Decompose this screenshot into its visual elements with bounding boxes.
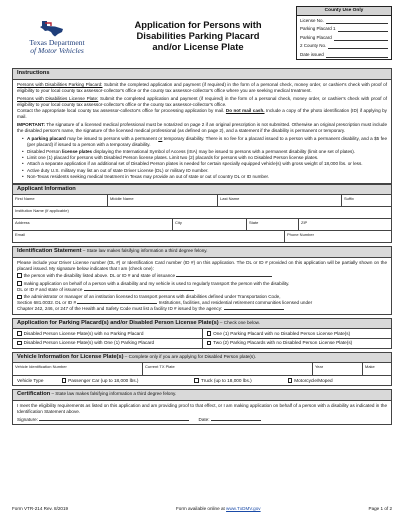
- type-motorcycle[interactable]: Motorcycle/Moped: [288, 378, 333, 384]
- certification-heading: Certification – State law makes falsifying information a third degree felony.: [13, 389, 391, 401]
- txdmv-link[interactable]: www.TxDMV.gov: [226, 506, 261, 511]
- agency-logo: [18, 20, 96, 55]
- signature-input[interactable]: [39, 417, 189, 421]
- list-item: • Active duty U.S. military may list an out of state Driver License (DL) or military ID number.: [23, 168, 387, 174]
- instructions-placard-paragraph: Persons with Disabilities Parking Placard: Submit the completed application and payment (if required) in the form of a personal check, money order, or cashier's check with proof of eligibility to your local county tax assessor-collector's office or the county tax assessor-collector's office where you are seeking medical treatment.: [17, 81, 387, 93]
- type-truck[interactable]: Truck (up to 18,000 lbs.): [194, 378, 251, 384]
- county-field-placard-2[interactable]: Parking Placard: [297, 33, 391, 42]
- first-name-field[interactable]: First Name: [13, 195, 108, 206]
- behalf-dl-input[interactable]: [84, 287, 194, 291]
- motorcycle-checkbox[interactable]: [288, 378, 293, 383]
- option-two-placards-no-plates[interactable]: Two (2) Parking Placards with no Disabled Person License Plate(s): [203, 339, 392, 348]
- form-availability: Form available online at www.TxDMV.gov: [176, 506, 261, 511]
- agency-name-line1: Texas Department: [29, 38, 85, 48]
- instructions-heading: Instructions: [13, 68, 391, 80]
- list-item: • A parking placard may be issued to persons with a permanent or temporary disability. There is no fee for a placard issued to a person with a permanent disability, and a $5 fee (per placard) if issued to a person with a temporary disability.: [23, 136, 387, 148]
- county-field-county-no[interactable]: 2 County No.: [297, 42, 391, 51]
- form-title: Application for Persons with Disabilities Parking Placard and/or License Plate: [134, 19, 262, 52]
- county-use-title: County Use Only: [297, 7, 391, 16]
- institution-dl-input[interactable]: [77, 300, 157, 304]
- identification-option-institution: the administrator or manager of an institution licensed to transport persons with disabilities defined under Transportation Code, Section 681.0032. DL or ID # Institutions, facilities, and residential retirement communities licensed under Chapter 242, 246, or 247 of the Health and Safety Code must list a facility ID # issued by the agency:: [17, 294, 313, 312]
- address-field[interactable]: Address: [13, 219, 173, 230]
- applicant-heading: Applicant Information: [13, 184, 391, 196]
- list-item: • Limit one (1) placard for persons with Disabled Person license plates. Limit two (2) placards for persons with no Disabled Person license plates.: [23, 155, 387, 161]
- form-header: [12, 6, 392, 68]
- county-field-date-issued[interactable]: Date issued: [297, 50, 391, 59]
- identification-section: [12, 246, 392, 315]
- county-use-box: [296, 6, 392, 60]
- one-placard-checkbox[interactable]: [207, 331, 212, 336]
- certification-section: [12, 389, 392, 424]
- make-field[interactable]: Make: [365, 363, 375, 369]
- self-checkbox[interactable]: [17, 273, 22, 278]
- institution-checkbox[interactable]: [17, 295, 22, 300]
- type-passenger-car[interactable]: Passenger Car (up to 18,000 lbs.): [62, 378, 139, 384]
- city-field[interactable]: City: [173, 219, 247, 230]
- phone-number-field[interactable]: Phone Number: [287, 231, 314, 237]
- plates-one-placard-checkbox[interactable]: [17, 341, 22, 346]
- last-name-field[interactable]: Last Name: [218, 195, 342, 206]
- self-dl-input[interactable]: [176, 273, 272, 277]
- vin-field[interactable]: Vehicle Identification Number: [13, 363, 143, 375]
- agency-name-line2: of Motor Vehicles: [30, 46, 84, 56]
- signature-row: Signature: Date:: [17, 417, 387, 423]
- applicant-section: [12, 184, 392, 244]
- form-number: Form VTR-214 Rev. 8/2019: [12, 506, 69, 511]
- suffix-field[interactable]: Suffix: [344, 195, 354, 201]
- plates-no-placard-checkbox[interactable]: [17, 331, 22, 336]
- page-footer: [12, 506, 392, 512]
- passenger-car-checkbox[interactable]: [62, 378, 67, 383]
- instructions-plate-paragraph: Persons with Disabilities License Plate: Submit the completed application and payment (if required) in the form of a personal check, money order, or cashier's check with proof of eligibility to your local county tax assessor-collector's office or the county tax assessor-collector's office. Contact the appropriate local county tax assessor-collector's office for processing application by mail. Do not mail cash. Include a copy of the photo identification (ID) if applying by mail.: [17, 95, 387, 119]
- list-item: • Disabled Person license plates displaying the International Symbol of Access (ISA) may be issued to persons with a permanent disability (limit one set of plates).: [23, 149, 387, 155]
- instructions-bullet-list: [17, 136, 387, 180]
- county-field-license-no[interactable]: License No.: [297, 16, 391, 25]
- identification-option-behalf: making application on behalf of a person with a disability and my vehicle is used to regularly transport the person with the disability. DL or ID # and state of issuance: [17, 280, 290, 292]
- county-field-placard-1[interactable]: Parking Placard 1: [297, 25, 391, 34]
- vehicle-heading: Vehicle Information for License Plate(s) – Complete only if you are applying for Disabled Person plate(s).: [13, 352, 391, 364]
- year-field[interactable]: Year: [313, 363, 363, 375]
- zip-field[interactable]: ZIP: [301, 219, 308, 225]
- option-plates-one-placard[interactable]: Disabled Person License Plate(s) with One (1) Parking Placard: [13, 339, 203, 348]
- option-one-placard-no-plates[interactable]: One (1) Parking Placard with no Disabled Person License Plate(s): [203, 329, 392, 338]
- institution-name-field[interactable]: Institution Name (if applicable): [15, 207, 69, 213]
- page-number: Page 1 of 2: [368, 506, 392, 511]
- texas-map-icon: [38, 20, 64, 37]
- option-plates-no-placard[interactable]: Disabled Person License Plate(s) with no Parking Placard: [13, 329, 203, 338]
- certification-text: I meet the eligibility requirements as listed on this application and am providing proof to that effect, or I am making application on behalf of a person with a disability as indicated in the Identification Statement above.: [17, 402, 387, 414]
- vehicle-type-label: Vehicle Type: [17, 377, 44, 383]
- current-plate-field[interactable]: Current TX Plate: [143, 363, 313, 375]
- parking-section: [12, 318, 392, 349]
- list-item: • Non-Texas residents seeking medical treatment in Texas may provide an out of state or out of country DL or ID number.: [23, 174, 387, 180]
- identification-heading: Identification Statement – State law makes falsifying information a third degree felony.: [13, 246, 391, 258]
- state-field[interactable]: State: [247, 219, 299, 230]
- instructions-section: [12, 68, 392, 184]
- parking-heading: Application for Parking Placard(s) and/or Disabled Person License Plate(s) – Check one below.: [13, 318, 391, 330]
- vehicle-type-row: [13, 375, 391, 385]
- vehicle-section: [12, 352, 392, 387]
- email-field[interactable]: Email: [13, 231, 285, 242]
- identification-intro: Please include your Driver License number (DL #) or Identification Card number (ID #) on this application. The DL or ID # provided on this application will be partially shown on the placard issued. My signature below indicates that I am (check one):: [17, 259, 387, 271]
- date-input[interactable]: [211, 417, 261, 421]
- facility-id-input[interactable]: [224, 306, 284, 310]
- two-placards-checkbox[interactable]: [207, 341, 212, 346]
- truck-checkbox[interactable]: [194, 378, 199, 383]
- identification-option-self: the person with the disability listed above. DL or ID # and state of issuance: [17, 273, 387, 279]
- list-item: • Attach a separate application if an additional set of Disabled Person plates is needed for certain specially equipped vehicle(s) with gross weight of 18,000 lbs. or less.: [23, 161, 387, 167]
- instructions-important-paragraph: IMPORTANT: The signature of a licensed medical professional must be notarized on page 2 if an original prescription is not submitted. Otherwise an original prescription must include the disabled person's name, the signature of the licensed medical professional (as defined on page 2), and a statement if the disability is permanent or temporary.: [17, 121, 387, 133]
- middle-name-field[interactable]: Middle Name: [108, 195, 218, 206]
- behalf-checkbox[interactable]: [17, 281, 22, 286]
